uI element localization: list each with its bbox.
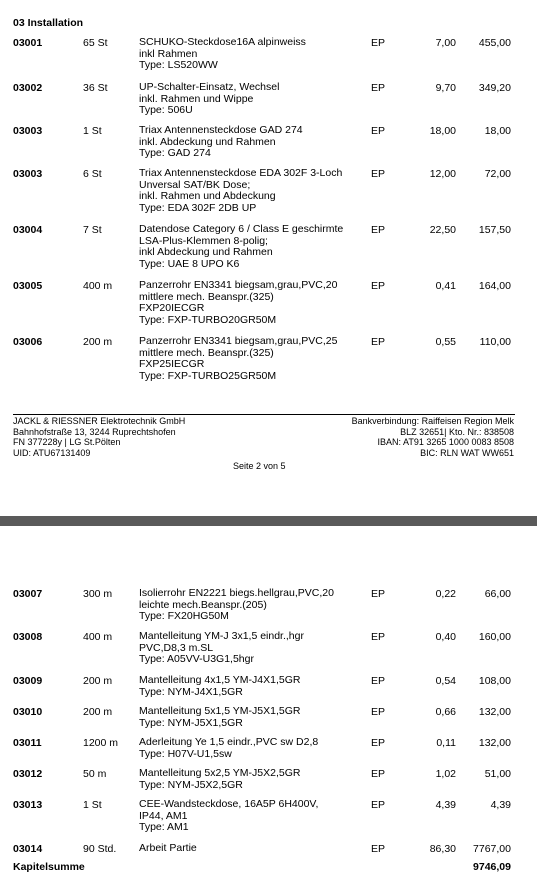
- desc-line: inkl. Rahmen und Abdeckung: [139, 190, 276, 202]
- page-separator: [0, 516, 537, 526]
- item-total: 72,00: [484, 168, 511, 180]
- desc-line: Unversal SAT/BK Dose;: [139, 178, 251, 191]
- desc-line: Type: AM1: [139, 821, 189, 833]
- item-total: 132,00: [478, 706, 511, 718]
- desc-line: Isolierrohr EN2221 biegs.hellgrau,PVC,20: [139, 587, 334, 599]
- invoice-page-2: [0, 526, 537, 884]
- item-position: 03011: [13, 737, 42, 749]
- item-price: 22,50: [429, 224, 456, 236]
- desc-line: Type: NYM-J5X2,5GR: [139, 778, 243, 791]
- desc-line: Type: 506U: [139, 104, 193, 116]
- company-line: FN 377228y | LG St.Pölten: [13, 437, 121, 447]
- desc-line: inkl. Abdeckung und Rahmen: [139, 135, 276, 148]
- item-quantity: 200 m: [83, 706, 113, 718]
- company-info: [13, 416, 185, 458]
- item-position: 03006: [13, 336, 43, 348]
- company-line: JACKL & RIESSNER Elektrotechnik GmbH: [13, 416, 186, 426]
- item-quantity: 36 St: [83, 82, 108, 94]
- desc-line: Type: GAD 274: [139, 147, 211, 159]
- desc-line: inkl Rahmen: [139, 47, 198, 60]
- item-price: 0,40: [435, 631, 456, 643]
- item-description: [139, 706, 359, 729]
- item-total: 108,00: [478, 675, 511, 687]
- item-price: 0,41: [435, 280, 456, 292]
- bank-line: BIC: RLN WAT WW651: [420, 447, 514, 458]
- item-price: 0,55: [435, 336, 456, 348]
- desc-line: IP44, AM1: [139, 809, 188, 822]
- item-unit: EP: [371, 799, 386, 811]
- desc-line: leichte mech.Beanspr.(205): [139, 598, 267, 611]
- desc-line: Datendose Category 6 / Class E geschirmte: [139, 223, 344, 235]
- item-quantity: 200 m: [83, 336, 113, 348]
- desc-line: Arbeit Partie: [139, 842, 197, 854]
- item-position: 03013: [13, 799, 43, 811]
- item-position: 03007: [13, 588, 43, 600]
- item-position: 03008: [13, 631, 43, 643]
- desc-line: Mantelleitung 5x1,5 YM-J5X1,5GR: [139, 705, 301, 717]
- item-quantity: 400 m: [83, 631, 113, 643]
- item-total: 349,20: [478, 82, 511, 94]
- item-total: 110,00: [479, 336, 511, 348]
- desc-line: Mantelleitung 4x1,5 YM-J4X1,5GR: [139, 674, 301, 686]
- item-price: 0,11: [436, 737, 456, 749]
- item-description: [139, 82, 359, 117]
- item-description: [139, 631, 359, 666]
- item-position: 03010: [13, 706, 43, 718]
- item-description: [139, 768, 359, 791]
- item-total: 455,00: [478, 37, 511, 49]
- item-quantity: 200 m: [83, 675, 113, 687]
- item-price: 12,00: [429, 168, 456, 180]
- desc-line: Type: EDA 302F 2DB UP: [139, 201, 257, 214]
- item-description: [139, 168, 359, 214]
- desc-line: Type: NYM-J4X1,5GR: [139, 685, 243, 698]
- item-price: 86,30: [429, 843, 456, 855]
- desc-line: CEE-Wandsteckdose, 16A5P 6H400V,: [139, 798, 319, 810]
- desc-line: Type: FX20HG50M: [139, 610, 229, 622]
- desc-line: Type: LS520WW: [139, 59, 218, 71]
- item-quantity: 1200 m: [83, 737, 119, 749]
- item-position: 03001: [13, 37, 43, 49]
- item-quantity: 90 Std.: [83, 843, 117, 855]
- desc-line: UP-Schalter-Einsatz, Wechsel: [139, 81, 280, 93]
- item-quantity: 65 St: [83, 37, 108, 49]
- desc-line: Type: NYM-J5X1,5GR: [139, 716, 243, 729]
- item-description: [139, 675, 359, 698]
- company-line: UID: ATU67131409: [13, 447, 91, 458]
- desc-line: FXP25IECGR: [139, 358, 205, 370]
- item-description: [139, 224, 359, 270]
- desc-line: FXP20IECGR: [139, 302, 205, 314]
- item-unit: EP: [371, 768, 386, 780]
- item-unit: EP: [371, 336, 386, 348]
- item-unit: EP: [371, 631, 386, 643]
- item-price: 7,00: [435, 37, 456, 49]
- item-position: 03002: [13, 82, 43, 94]
- item-total: 4,39: [490, 799, 511, 811]
- section-title: 03 Installation: [13, 17, 84, 29]
- item-description: [139, 737, 359, 760]
- item-unit: EP: [371, 675, 386, 687]
- item-total: 157,50: [478, 224, 511, 236]
- item-description: [139, 843, 359, 855]
- item-description: [139, 588, 359, 623]
- item-position: 03003: [13, 125, 43, 137]
- item-total: 66,00: [484, 588, 511, 600]
- item-quantity: 400 m: [83, 280, 113, 292]
- item-unit: EP: [371, 37, 386, 49]
- desc-line: PVC,D8,3 m.SL: [139, 641, 214, 654]
- item-quantity: 1 St: [83, 125, 102, 137]
- bank-line: IBAN: AT91 3265 1000 0083 8508: [377, 437, 514, 447]
- item-description: [139, 37, 359, 72]
- item-quantity: 1 St: [83, 799, 102, 811]
- item-total: 132,00: [478, 737, 511, 749]
- item-quantity: 50 m: [83, 768, 107, 780]
- item-unit: EP: [371, 280, 386, 292]
- desc-line: LSA-Plus-Klemmen 8-polig;: [139, 234, 268, 247]
- item-quantity: 300 m: [83, 588, 113, 600]
- item-unit: EP: [371, 588, 386, 600]
- item-unit: EP: [371, 125, 386, 137]
- item-price: 4,39: [435, 799, 456, 811]
- item-price: 9,70: [435, 82, 456, 94]
- item-total: 51,00: [484, 768, 511, 780]
- item-description: [139, 125, 359, 160]
- bank-info: [352, 416, 514, 458]
- item-position: 03009: [13, 675, 43, 687]
- desc-line: Aderleitung Ye 1,5 eindr.,PVC sw D2,8: [139, 736, 319, 748]
- item-quantity: 7 St: [83, 224, 102, 236]
- desc-line: Type: H07V-U1,5sw: [139, 747, 232, 760]
- desc-line: Type: FXP-TURBO25GR50M: [139, 369, 277, 382]
- item-position: 03005: [13, 280, 43, 292]
- desc-line: inkl Abdeckung und Rahmen: [139, 246, 273, 258]
- item-price: 0,54: [435, 675, 456, 687]
- item-unit: EP: [371, 82, 386, 94]
- desc-line: Mantelleitung 5x2,5 YM-J5X2,5GR: [139, 767, 301, 779]
- item-position: 03014: [13, 843, 43, 855]
- desc-line: Panzerrohr EN3341 biegsam,grau,PVC,25: [139, 335, 338, 347]
- item-unit: EP: [371, 843, 386, 855]
- bank-line: Bankverbindung: Raiffeisen Region Melk: [351, 416, 514, 426]
- item-total: 160,00: [478, 631, 511, 643]
- desc-line: Type: FXP-TURBO20GR50M: [139, 313, 277, 326]
- desc-line: Type: A05VV-U3G1,5hgr: [139, 653, 254, 665]
- item-position: 03003: [13, 168, 43, 180]
- item-total: 164,00: [478, 280, 511, 292]
- desc-line: Panzerrohr EN3341 biegsam,grau,PVC,20: [139, 279, 338, 291]
- item-description: [139, 280, 359, 326]
- item-price: 18,00: [429, 125, 456, 137]
- desc-line: mittlere mech. Beanspr.(325): [139, 290, 274, 303]
- desc-line: Mantelleitung YM-J 3x1,5 eindr.,hgr: [139, 630, 304, 642]
- chapter-sum-label: Kapitelsumme: [13, 861, 85, 873]
- desc-line: Type: UAE 8 UPO K6: [139, 257, 240, 270]
- desc-line: Triax Antennensteckdose EDA 302F 3-Loch: [139, 167, 343, 179]
- item-unit: EP: [371, 706, 386, 718]
- item-description: [139, 799, 359, 834]
- desc-line: mittlere mech. Beanspr.(325): [139, 346, 274, 359]
- item-quantity: 6 St: [83, 168, 102, 180]
- item-position: 03004: [13, 224, 43, 236]
- item-position: 03012: [13, 768, 43, 780]
- item-total: 18,00: [484, 125, 511, 137]
- item-unit: EP: [371, 224, 386, 236]
- company-line: Bahnhofstraße 13, 3244 Ruprechtshofen: [13, 426, 176, 437]
- bank-line: BLZ 32651| Kto. Nr.: 838508: [400, 426, 514, 437]
- desc-line: inkl. Rahmen und Wippe: [139, 92, 254, 105]
- item-price: 0,66: [435, 706, 456, 718]
- item-description: [139, 336, 359, 382]
- item-price: 1,02: [435, 768, 456, 780]
- item-unit: EP: [371, 737, 386, 749]
- desc-line: SCHUKO-Steckdose16A alpinweiss: [139, 36, 306, 48]
- chapter-sum-value: 9746,09: [473, 861, 511, 873]
- item-unit: EP: [371, 168, 386, 180]
- item-total: 7767,00: [473, 843, 511, 855]
- item-price: 0,22: [435, 588, 456, 600]
- page-number: Seite 2 von 5: [233, 461, 286, 471]
- desc-line: Triax Antennensteckdose GAD 274: [139, 124, 303, 136]
- footer-divider: [13, 414, 515, 415]
